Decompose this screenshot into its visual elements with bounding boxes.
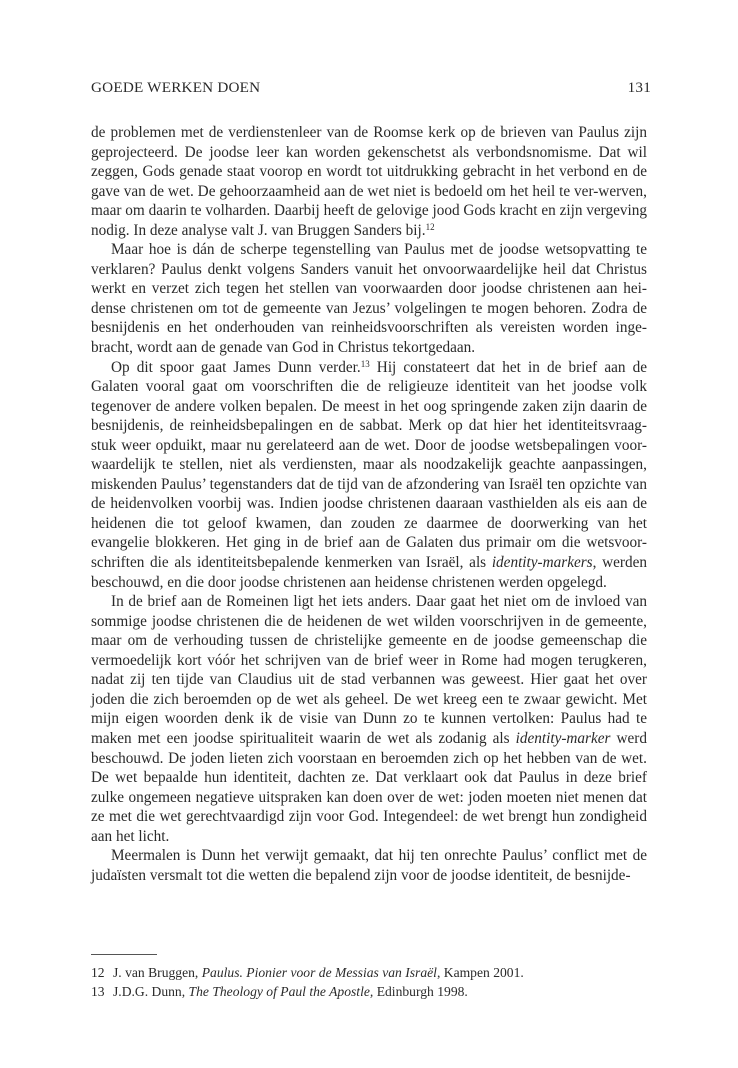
footnote-divider <box>91 954 157 955</box>
footnote: 13 J.D.G. Dunn, The Theology of Paul the Apostle, Edinburgh 1998. <box>91 984 468 999</box>
footnote-ref[interactable]: 13 <box>360 358 370 369</box>
italic-term: identity-markers <box>491 554 593 572</box>
paragraph: de problemen met de verdienstenleer van de Roomse kerk op de brieven van Paulus zijn geprojecteerd. De joodse leer kan worden gekenschetst als verbondsnomisme. Dat wil zeggen, Gods genade staat voorop en wordt tot uitdrukking gebracht in het verbond en de gave van de wet. De gehoorzaamheid aan de wet niet is bedoeld om het heil te ver-werven, maar om daarin te volharden. Daarbij heeft de gelovige jood Gods kracht en zijn vergeving nodig. In deze analyse valt J. van Bruggen Sanders bij.$^{12}$ <box>91 124 647 239</box>
footnote-number: 12 <box>91 965 105 980</box>
paragraph: Meermalen is Dunn het verwijt gemaakt, dat hij ten onrechte Paulus’ conflict met de judaïsten versmalt tot die wetten die bepalend zijn voor de joodse identiteit, de besnijde- <box>91 847 647 884</box>
paragraph: In de brief aan de Romeinen ligt het iets anders. Daar gaat het niet om de invloed van sommige joodse christenen die de heidenen de wet wilden voorschrijven in de gemeente, maar om de verhouding tussen de christelijke gemeente en de joodse gemeenschap die vermoedelijk kort vóór het schrijven van de brief weer in Rome had mogen terugkeren, nadat zij ten tijde van Claudius uit de stad verbannen was geweest. Hier gaat het over joden die zich beroemden op de wet als geheel. De wet kreeg een te zwaar gewicht. Met mijn eigen woorden denk ik de visie van Dunn zo te kunnen vertolken: Paulus had te maken met een joodse spiritualiteit waarin de wet als zodanig als identity-marker werd beschouwd. De joden lieten zich voorstaan en beroemden zich op het hebben van de wet. De wet bepaalde hun identiteit, dachten ze. Dat verklaart ook dat Paulus in deze brief zulke ongemeen negatieve uitspraken kan doen over de wet: joden moeten niet menen dat ze met die wet gerechtvaardigd zijn voor God. Integendeel: de wet brengt hun zondigheid aan het licht. <box>91 593 647 845</box>
italic-term: identity-marker <box>515 729 611 747</box>
paragraph: Op dit spoor gaat James Dunn verder.$^{13}$ Hij constateert dat het in de brief aan de Galaten vooral gaat om voorschriften die de religieuze identiteit van het joodse volk tegenover de andere volken bepalen. De meest in het oog springende zaken zijn daarin de besnijdenis, de reinheidsbepalingen en de sabbat. Merk op dat hier het identiteitsvraag-stuk weer opduikt, maar nu gerelateerd aan de wet. Door de joodse wetsbepalingen voor-waardelijk te stellen, niet als verdiensten, maar als noodzakelijk geachte aanpassingen, miskenden Paulus’ tegenstanders dat de tijd van de afzondering van Israël ten opzichte van de heidenvolken voorbij was. Indien joodse christenen daaraan vasthielden als eis aan de heidenen die tot geloof kwamen, dan zouden ze daarmee de doorwerking van het evangelie blokkeren. Het ging in de brief aan de Galaten dus primair om die wetsvoor-schriften die als identiteitsbepalende kenmerken van Israël, als identity-markers, werden beschouwd, en die door joodse christenen aan heidense christenen werden opgelegd. <box>91 358 647 591</box>
footnote: 12 J. van Bruggen, Paulus. Pionier voor de Messias van Israël, Kampen 2001. <box>91 965 524 980</box>
body-text <box>91 123 647 885</box>
running-head-title: GOEDE WERKEN DOEN <box>91 79 261 96</box>
running-head <box>91 79 651 101</box>
footnote-ref[interactable]: 12 <box>425 221 435 232</box>
footnote-number: 13 <box>91 984 105 999</box>
paragraph: Maar hoe is dán de scherpe tegenstelling van Paulus met de joodse wetsopvatting te verklaren? Paulus denkt volgens Sanders vanuit het onvoorwaardelijke heil dat Christus werkt en verzet zich tegen het stellen van voorwaarden door joodse christenen aan hei-dense christenen om tot de gemeente van Jezus’ volgelingen te mogen behoren. Zodra de besnijdenis en het onderhouden van reinheidsvoorschriften als vereisten worden inge-bracht, wordt aan de genade van God in Christus tekortgedaan. <box>91 241 647 357</box>
page-number: 131 <box>627 79 651 96</box>
footnotes <box>91 963 647 1001</box>
